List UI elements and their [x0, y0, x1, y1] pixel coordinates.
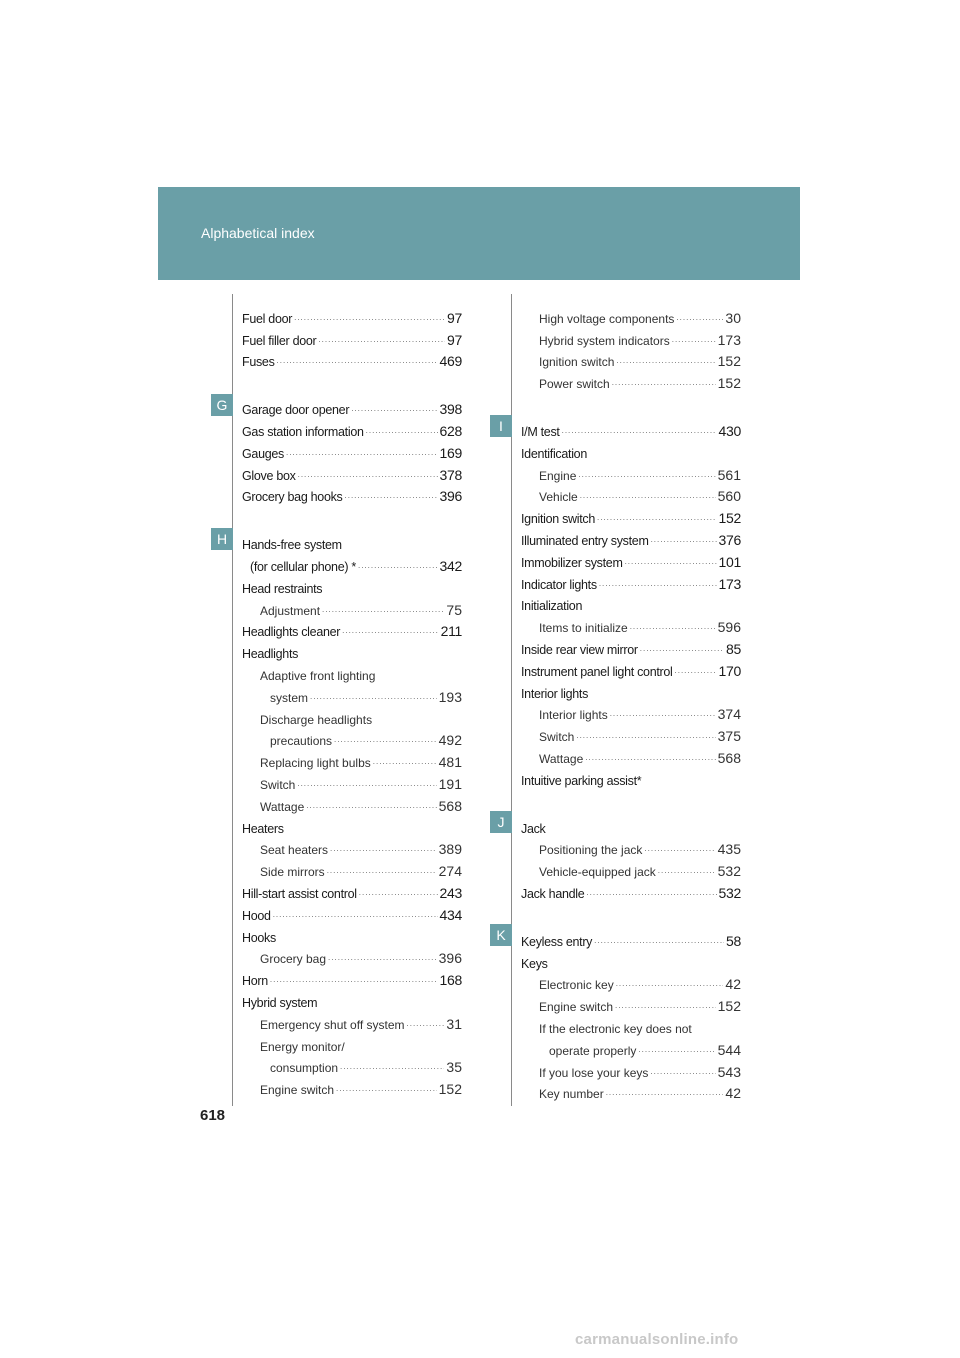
index-entry: Horn ..... 168 [242, 966, 462, 988]
index-heading: Head restraints [242, 581, 323, 596]
index-subentry: precautions ..... 492 [242, 727, 462, 749]
index-subentry: Side mirrors ..... 274 [242, 857, 462, 879]
index-subentry: operate properly ..... 544 [521, 1036, 741, 1058]
index-entry: Garage door opener ..... 398 [242, 395, 462, 417]
index-subentry: Seat heaters ..... 389 [242, 836, 462, 858]
index-entry: Fuel filler door ..... 97 [242, 326, 462, 348]
section-tab-h[interactable]: H [211, 528, 233, 550]
index-subentry: Switch ..... 191 [242, 770, 462, 792]
header-title: Alphabetical index [201, 225, 315, 241]
section-tab-g[interactable]: G [211, 394, 233, 416]
index-subentry: Ignition switch ..... 152 [521, 348, 741, 370]
index-entry: Keyless entry ..... 58 [521, 927, 741, 949]
index-entry: Hill-start assist control ..... 243 [242, 879, 462, 901]
index-heading: Hooks [242, 930, 276, 945]
index-heading: Keys [521, 956, 548, 971]
index-entry: I/M test ..... 430 [521, 417, 741, 439]
index-entry: Gauges ..... 169 [242, 439, 462, 461]
index-subentry: Engine switch ..... 152 [242, 1075, 462, 1097]
index-subentry: Vehicle-equipped jack ..... 532 [521, 857, 741, 879]
section-tab-k[interactable]: K [490, 924, 512, 946]
index-subentry: Power switch ..... 152 [521, 369, 741, 391]
index-subentry: Interior lights ..... 374 [521, 701, 741, 723]
index-entry: Inside rear view mirror ..... 85 [521, 635, 741, 657]
index-heading: Initialization [521, 599, 583, 614]
index-subentry: Electronic key ..... 42 [521, 971, 741, 993]
page-number: 618 [200, 1107, 226, 1124]
index-subentry: Adjustment ..... 75 [242, 596, 462, 618]
index-subentry: Engine switch ..... 152 [521, 992, 741, 1014]
index-subentry: Wattage ..... 568 [242, 792, 462, 814]
index-entry: Jack handle ..... 532 [521, 879, 741, 901]
index-heading: Interior lights [521, 686, 589, 701]
index-subentry: Emergency shut off system ..... 31 [242, 1010, 462, 1032]
index-subentry: Switch ..... 375 [521, 722, 741, 744]
index-subentry: If you lose your keys ..... 543 [521, 1058, 741, 1080]
index-entry: Instrument panel light control ..... 170 [521, 657, 741, 679]
index-heading: Hybrid system [242, 995, 318, 1010]
index-subentry: Vehicle ..... 560 [521, 483, 741, 505]
index-subentry: Items to initialize ..... 596 [521, 613, 741, 635]
index-subentry: Replacing light bulbs ..... 481 [242, 748, 462, 770]
left-index-column [242, 304, 462, 1097]
index-subentry: High voltage components ..... 30 [521, 304, 741, 326]
index-entry: Fuses ..... 469 [242, 348, 462, 370]
index-subentry: consumption ..... 35 [242, 1054, 462, 1076]
index-subentry: Wattage ..... 568 [521, 744, 741, 766]
section-tab-i[interactable]: I [490, 415, 512, 437]
right-index-column [521, 304, 741, 1101]
index-subentry: Engine ..... 561 [521, 461, 741, 483]
index-entry: Grocery bag hooks ..... 396 [242, 483, 462, 505]
index-heading: Headlights [242, 647, 299, 662]
index-entry: Gas station information ..... 628 [242, 417, 462, 439]
index-heading: Identification [521, 446, 587, 461]
index-entry: Indicator lights ..... 173 [521, 570, 741, 592]
index-heading: Heaters [242, 821, 284, 836]
index-heading: Jack [521, 821, 546, 836]
watermark: carmanualsonline.info [575, 1331, 739, 1348]
index-heading: Intuitive parking assist* [521, 773, 642, 788]
index-entry: (for cellular phone) * ..... 342 [242, 552, 462, 574]
index-subentry: system ..... 193 [242, 683, 462, 705]
index-subentry: Hybrid system indicators ..... 173 [521, 326, 741, 348]
index-entry: Fuel door ..... 97 [242, 304, 462, 326]
index-entry: Glove box ..... 378 [242, 461, 462, 483]
section-tab-j[interactable]: J [490, 811, 512, 833]
index-entry: Hood ..... 434 [242, 901, 462, 923]
index-subentry: Grocery bag ..... 396 [242, 945, 462, 967]
index-subentry: If the electronic key does not [539, 1021, 692, 1036]
index-subentry: Positioning the jack ..... 435 [521, 836, 741, 858]
page-header [158, 187, 800, 280]
index-subentry: Adaptive front lighting [260, 668, 376, 683]
index-heading: Hands-free system [242, 538, 342, 553]
index-subentry: Key number ..... 42 [521, 1080, 741, 1102]
index-entry: Ignition switch ..... 152 [521, 504, 741, 526]
index-entry: Headlights cleaner ..... 211 [242, 618, 462, 640]
index-entry: Illuminated entry system ..... 376 [521, 526, 741, 548]
index-subentry: Energy monitor/ [260, 1039, 345, 1054]
index-entry: Immobilizer system ..... 101 [521, 548, 741, 570]
index-subentry: Discharge headlights [260, 712, 373, 727]
